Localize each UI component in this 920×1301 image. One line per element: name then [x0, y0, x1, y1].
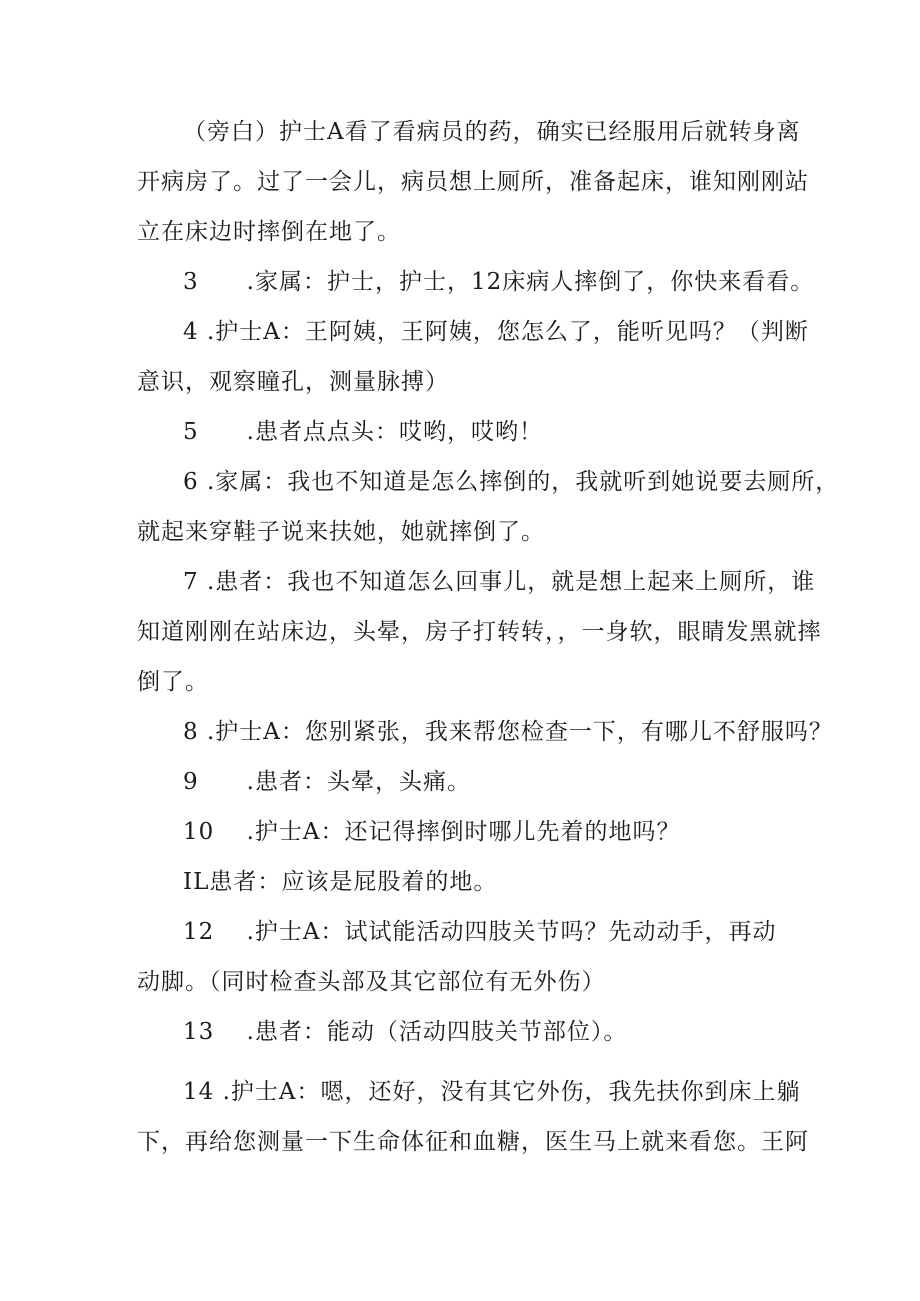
dialogue-14: 14 .护士A：嗯，还好，没有其它外伤，我先扶你到床上躺	[183, 1079, 801, 1105]
dialogue-11: IL患者：应该是屁股着的地。	[183, 869, 498, 895]
narration-line-1: （旁白）护士A看了看病员的药，确实已经服用后就转身离	[183, 119, 801, 145]
dialogue-10: 10 .护士A：还记得摔倒时哪儿先着的地吗？	[183, 819, 681, 845]
narration-line-3: 立在床边时摔倒在地了。	[137, 219, 401, 245]
dialogue-7-cont-2: 倒了。	[137, 669, 209, 695]
dialogue-13: 13 .患者：能动（活动四肢关节部位）。	[183, 1019, 628, 1045]
dialogue-12-cont: 动脚。（同时检查头部及其它部位有无外伤）	[137, 969, 606, 995]
dialogue-6-cont: 就起来穿鞋子说来扶她，她就摔倒了。	[137, 519, 545, 545]
narration-line-2: 开病房了。过了一会儿，病员想上厕所，准备起床，谁知刚刚站	[137, 169, 809, 195]
dialogue-9: 9 .患者：头晕，头痛。	[183, 769, 471, 795]
dialogue-3: 3 .家属：护士，护士，12床病人摔倒了，你快来看看。	[183, 269, 815, 295]
dialogue-7-cont: 知道刚刚在站床边，头晕，房子打转转，，一身软，眼睛发黑就摔	[137, 619, 822, 645]
dialogue-5: 5 .患者点点头：哎哟，哎哟！	[183, 419, 543, 445]
dialogue-8: 8 .护士A：您别紧张，我来帮您检查一下，有哪儿不舒服吗？	[183, 719, 833, 745]
dialogue-4: 4 .护士A：王阿姨，王阿姨，您怎么了，能听见吗？（判断	[183, 319, 809, 345]
dialogue-7: 7 .患者：我也不知道怎么回事儿，就是想上起来上厕所，谁	[183, 569, 816, 595]
dialogue-4-cont: 意识，观察瞳孔，测量脉搏）	[137, 369, 449, 395]
dialogue-14-cont: 下，再给您测量一下生命体征和血糖，医生马上就来看您。王阿	[137, 1129, 809, 1155]
dialogue-12: 12 .护士A：试试能活动四肢关节吗？先动动手，再动	[183, 919, 777, 945]
dialogue-6: 6 .家属：我也不知道是怎么摔倒的，我就听到她说要去厕所，	[183, 469, 840, 495]
